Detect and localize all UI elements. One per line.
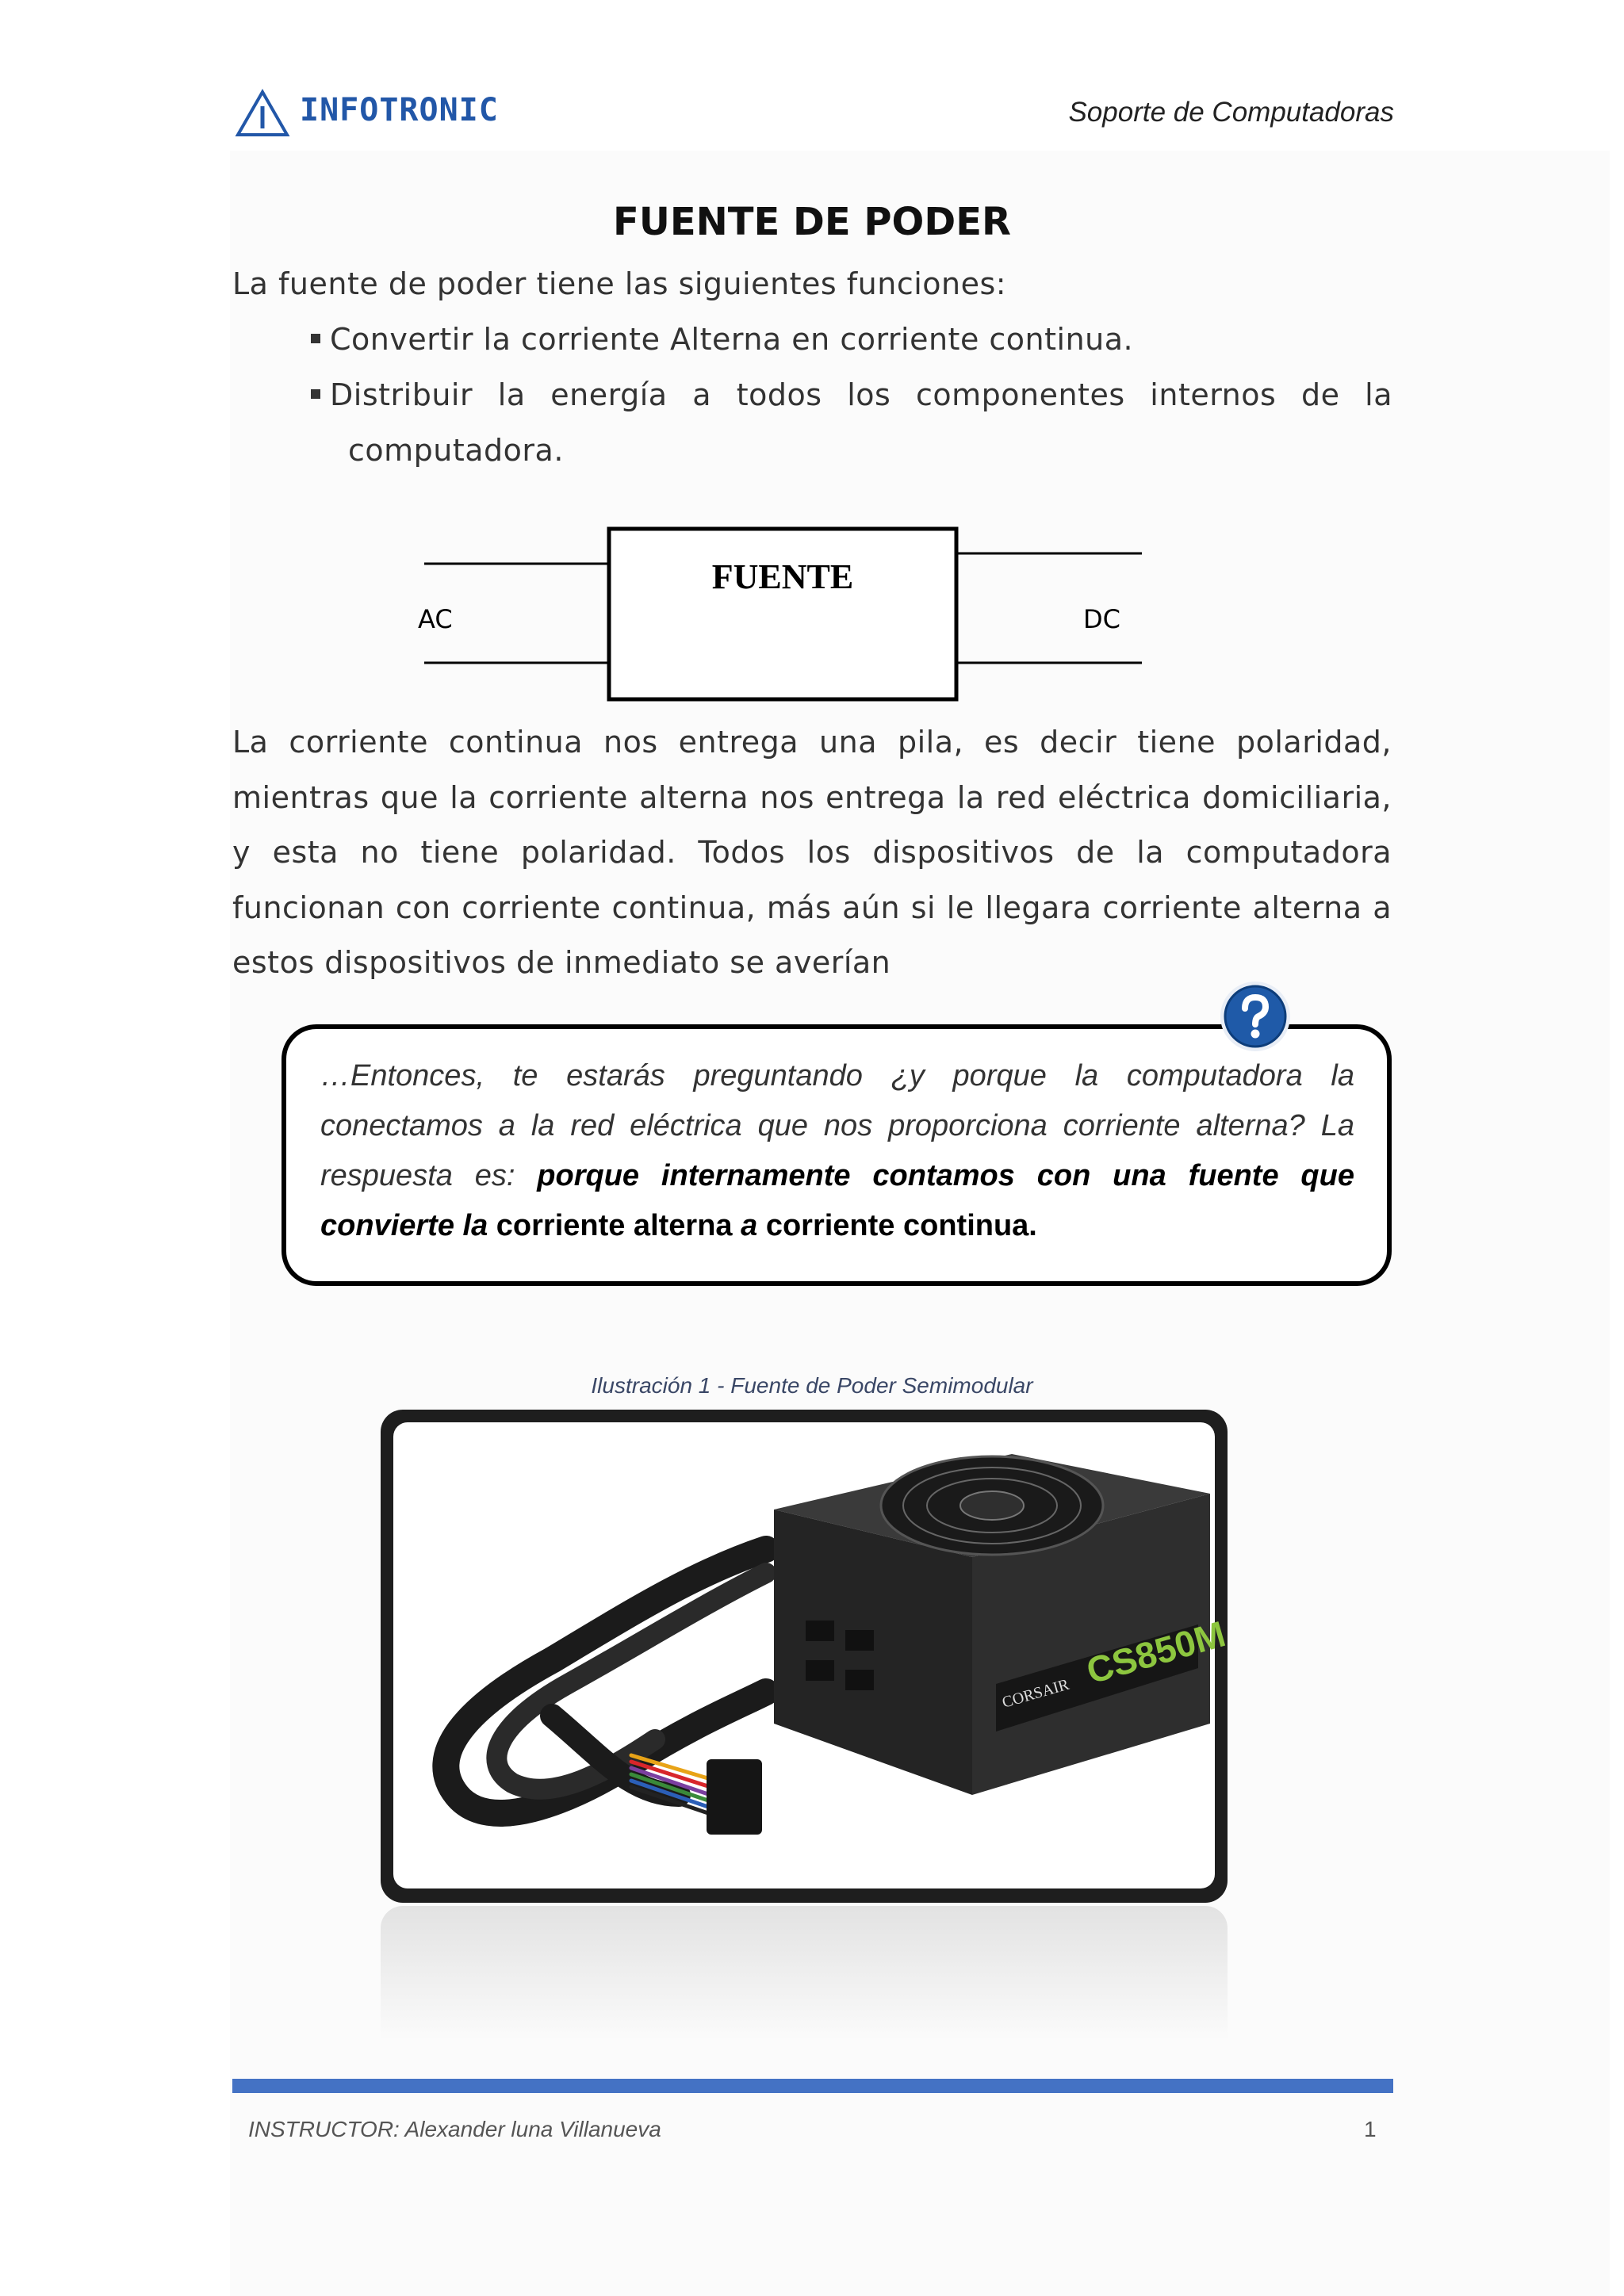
bullet-word: los bbox=[847, 377, 891, 412]
bullet-word: la bbox=[497, 377, 526, 412]
footer-bar bbox=[232, 2079, 1393, 2093]
photo-reflection bbox=[381, 1906, 1228, 2041]
logo-text: INFOTRONIC bbox=[300, 92, 499, 128]
callout-bold-2: corriente continua. bbox=[765, 1209, 1037, 1242]
callout-bold-italic-1: porque internamente contamos con una fuente que convierte la bbox=[320, 1159, 1354, 1242]
dc-label: DC bbox=[1083, 604, 1120, 634]
bullet-word: internos bbox=[1150, 377, 1277, 412]
psu-photo-frame bbox=[381, 1410, 1228, 1903]
callout-bold-italic-2: a bbox=[741, 1209, 766, 1242]
bullet-word: de bbox=[1300, 377, 1340, 412]
bullet-word: energía bbox=[550, 377, 668, 412]
page-number: 1 bbox=[1364, 2117, 1377, 2141]
bullet-word: a bbox=[692, 377, 712, 412]
fuente-box bbox=[609, 529, 956, 699]
bullet-text-2-continuation: computadora. bbox=[348, 433, 564, 468]
bullet-word: componentes bbox=[915, 377, 1125, 412]
psu-photo bbox=[393, 1422, 1230, 1888]
bullet-text-1: Convertir la corriente Alterna en corriente continua. bbox=[330, 322, 1134, 357]
ac-dc-diagram bbox=[0, 0, 1624, 714]
footer-instructor: INSTRUCTOR: Alexander luna Villanueva bbox=[248, 2117, 661, 2141]
intro-text: La fuente de poder tiene las siguientes funciones: bbox=[232, 266, 1007, 301]
callout-italic: …Entonces, te estarás preguntando ¿y porque la computadora la conectamos a la red eléctrica que nos proporciona corriente alterna? La respuesta es: bbox=[320, 1059, 1354, 1192]
atx-connector bbox=[707, 1759, 762, 1835]
page-title: FUENTE DE PODER bbox=[613, 200, 1011, 244]
bullet-word: la bbox=[1365, 377, 1392, 412]
ac-label: AC bbox=[418, 604, 453, 634]
figure-caption: Ilustración 1 - Fuente de Poder Semimodular bbox=[591, 1373, 1033, 1398]
bullet-word: todos bbox=[736, 377, 822, 412]
fuente-box-label: FUENTE bbox=[711, 557, 854, 596]
psu-brand-text: CORSAIR bbox=[1000, 1675, 1071, 1712]
bullet-word: Distribuir bbox=[330, 377, 473, 412]
psu-model-text: CS850M bbox=[1082, 1613, 1230, 1692]
callout-text bbox=[320, 1051, 1354, 1251]
power-supply-image bbox=[393, 1422, 1230, 1888]
header-section-title: Soporte de Computadoras bbox=[1068, 97, 1394, 128]
callout-bold-1: corriente alterna bbox=[496, 1209, 741, 1242]
question-icon bbox=[1219, 980, 1292, 1053]
body-paragraph: La corriente continua nos entrega una pila, es decir tiene polaridad, mientras que la corriente alterna nos entrega la red eléctrica domiciliaria, y esta no tiene polaridad. Todos los dispositivos de la computadora funcionan con corriente continua, más aún si le llegara corriente alterna a estos dispositivos de inmediato se averían bbox=[232, 725, 1392, 980]
